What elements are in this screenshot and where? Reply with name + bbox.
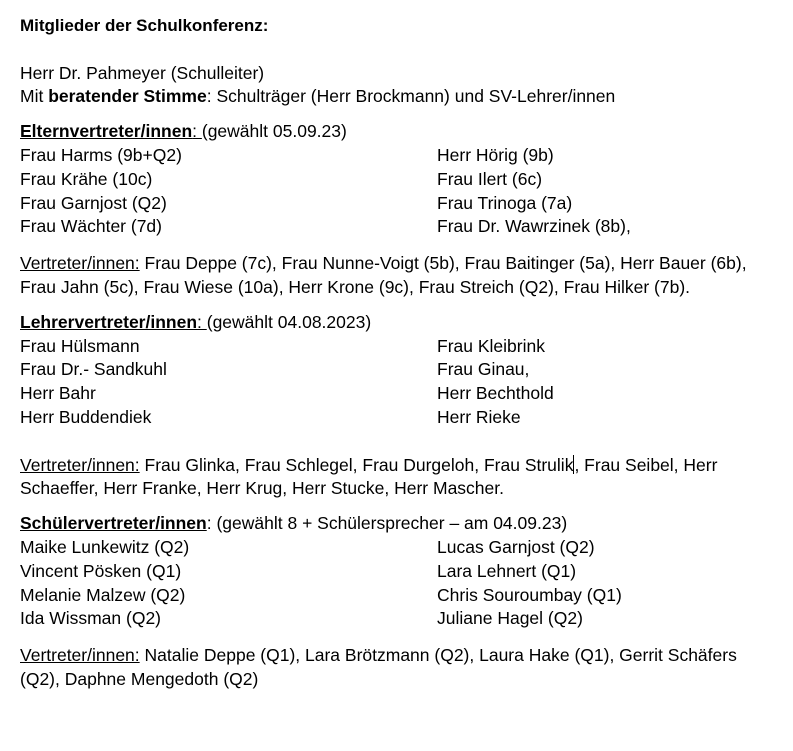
advisory-rest: : Schulträger (Herr Brockmann) und SV-Lehrer/innen <box>206 86 616 107</box>
students-heading-note: (gewählt 8 + Schülersprecher – am 04.09.23) <box>216 513 568 534</box>
students-heading-colon: : <box>206 513 217 534</box>
teachers-deputies-text-a: Frau Glinka, Frau Schlegel, Frau Durgeloh, Frau Strulik <box>139 454 574 475</box>
list-item: Lara Lehnert (Q1) <box>437 560 577 581</box>
students-heading <box>20 512 780 536</box>
advisory-prefix: Mit <box>20 86 49 107</box>
parents-heading-colon: : <box>192 121 202 142</box>
list-item: Chris Souroumbay (Q1) <box>437 584 622 605</box>
teachers-deputies[interactable] <box>20 454 780 502</box>
list-item: Frau Krähe (10c) <box>20 168 153 189</box>
parents-deputies <box>20 252 780 300</box>
list-item: Maike Lunkewitz (Q2) <box>20 536 190 557</box>
teachers-heading-note: (gewählt 04.08.2023) <box>206 311 372 332</box>
list-item: Herr Bechthold <box>437 383 554 404</box>
list-item: Juliane Hagel (Q2) <box>437 608 583 629</box>
students-heading-label: Schülervertreter/innen <box>20 513 207 534</box>
list-item: Frau Kleibrink <box>437 335 545 356</box>
parents-deputies-label: Vertreter/innen: <box>20 253 140 274</box>
list-item: Herr Buddendiek <box>20 406 152 427</box>
list-item: Frau Dr. Wawrzinek (8b), <box>437 216 631 237</box>
page-title: Mitglieder der Schulkonferenz: <box>20 16 269 35</box>
parents-heading <box>20 120 780 144</box>
list-item: Herr Hörig (9b) <box>437 144 554 165</box>
teachers-deputies-label: Vertreter/innen: <box>20 454 140 475</box>
list-item: Frau Wächter (7d) <box>20 216 162 237</box>
students-deputies-label: Vertreter/innen: <box>20 645 140 666</box>
students-deputies <box>20 644 780 692</box>
list-item: Frau Harms (9b+Q2) <box>20 144 182 165</box>
list-item: Herr Bahr <box>20 383 96 404</box>
list-item: Frau Hülsmann <box>20 335 140 356</box>
list-item: Herr Rieke <box>437 406 521 427</box>
principal-line: Herr Dr. Pahmeyer (Schulleiter) <box>20 62 265 83</box>
teachers-heading <box>20 311 780 335</box>
parents-members <box>20 144 780 239</box>
list-item: Vincent Pösken (Q1) <box>20 560 182 581</box>
students-members <box>20 536 780 631</box>
parents-heading-label: Elternvertreter/innen <box>20 121 193 142</box>
list-item: Frau Garnjost (Q2) <box>20 192 167 213</box>
list-item: Frau Ilert (6c) <box>437 168 543 189</box>
document-page <box>20 14 780 692</box>
advisory-line <box>20 85 780 109</box>
list-item: Frau Ginau, <box>437 359 530 380</box>
list-item: Ida Wissman (Q2) <box>20 608 161 629</box>
teachers-deputies-text-b: , Frau Seibel, Herr Schaeffer, Herr Franke, Herr Krug, Herr Stucke, Herr Mascher. <box>20 454 718 499</box>
list-item: Melanie Malzew (Q2) <box>20 584 186 605</box>
advisory-bold: beratender Stimme <box>48 86 207 107</box>
list-item: Frau Dr.- Sandkuhl <box>20 359 167 380</box>
teachers-members <box>20 335 780 430</box>
teachers-heading-colon: : <box>197 311 207 332</box>
list-item: Lucas Garnjost (Q2) <box>437 536 595 557</box>
list-item: Frau Trinoga (7a) <box>437 192 573 213</box>
students-deputies-text: Natalie Deppe (Q1), Lara Brötzmann (Q2), Laura Hake (Q1), Gerrit Schäfers (Q2), Daphne Mengedoth (Q2) <box>20 645 737 689</box>
parents-deputies-text: Frau Deppe (7c), Frau Nunne-Voigt (5b), Frau Baitinger (5a), Herr Bauer (6b), Frau Jahn (5c), Frau Wiese (10a), Herr Krone (9c), Frau Streich (Q2), Frau Hilker (7b). <box>20 253 747 297</box>
parents-heading-note: (gewählt 05.09.23) <box>201 121 347 142</box>
teachers-heading-label: Lehrervertreter/innen <box>20 311 198 332</box>
